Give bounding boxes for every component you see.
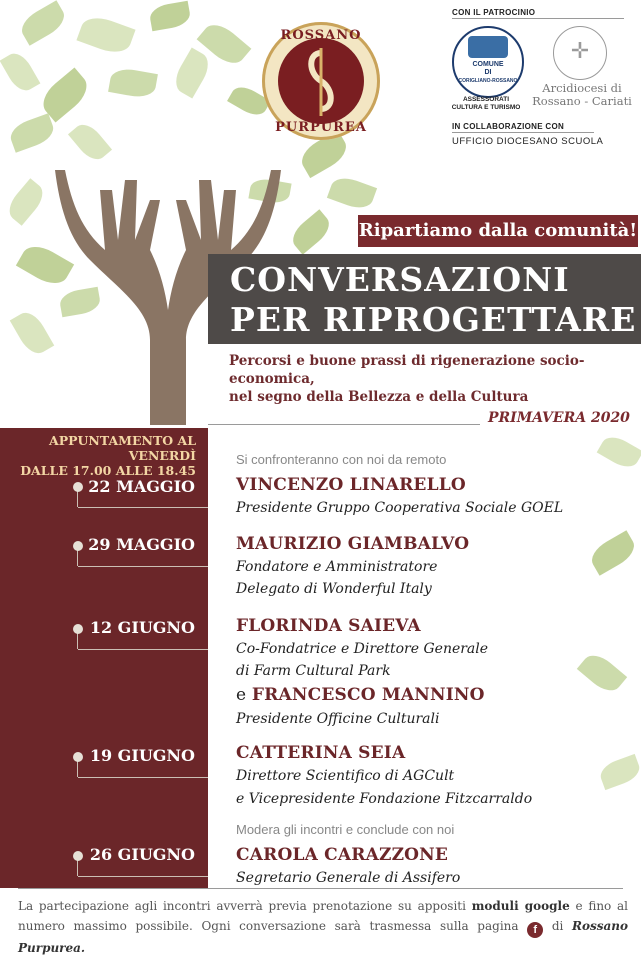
comune-caption: [446, 96, 526, 112]
footer-divider: [18, 888, 623, 889]
title-box: [208, 254, 641, 344]
appointment-line2: DALLE 17.00 ALLE 18.45: [20, 463, 196, 478]
collab-name: UFFICIO DIOCESANO SCUOLA: [452, 136, 604, 147]
facebook-icon: f: [527, 922, 543, 938]
logo-bottom-text: PURPUREA: [275, 120, 367, 135]
comune-caption1: ASSESSORATI: [462, 96, 510, 103]
footer-bold: moduli google: [471, 899, 570, 913]
event-date: 19 GIUGNO: [89, 746, 195, 765]
diocese-name: [530, 82, 634, 108]
speaker-name: CATTERINA SEIA: [236, 743, 406, 763]
event-date: 29 MAGGIO: [88, 535, 195, 554]
schedule-column: [0, 428, 208, 888]
speaker-role: Segretario Generale di Assifero: [236, 870, 461, 886]
speaker-role: Presidente Officine Culturali: [236, 711, 440, 727]
title-line1: CONVERSAZIONI: [230, 260, 570, 299]
speaker-name: VINCENZO LINARELLO: [236, 475, 466, 495]
collab-divider: [452, 132, 594, 133]
footer-text: La partecipazione agli incontri avverrà previa prenotazione su appositi: [18, 899, 472, 913]
timeline-line: [78, 566, 208, 567]
comune-seal: [452, 26, 524, 98]
footer-note: [18, 896, 628, 958]
subtitle-line1: Percorsi e buone prassi di rigenerazione socio-economica,: [229, 353, 585, 387]
footer-page-name: Rossano Purpurea.: [18, 919, 628, 955]
tagline-banner: Ripartiamo dalla comunità!: [358, 215, 638, 247]
speaker-role: Presidente Gruppo Cooperativa Sociale GOEL: [236, 500, 564, 516]
speaker-name: FLORINDA SAIEVA: [236, 616, 421, 636]
season-label: PRIMAVERA 2020: [488, 410, 630, 426]
and-connector: e: [236, 685, 252, 705]
comune-line2: DI: [484, 69, 492, 76]
intro-note: Si confronteranno con noi da remoto: [236, 452, 447, 467]
timeline-line: [78, 876, 208, 877]
speaker-role: Delegato di Wonderful Italy: [236, 581, 432, 597]
title-line2: PER RIPROGETTARE: [230, 300, 637, 339]
timeline-line: [78, 507, 208, 508]
comune-line3: CORIGLIANO-ROSSANO: [458, 78, 518, 84]
timeline-line: [78, 777, 208, 778]
second-speaker: [236, 685, 485, 705]
speaker-role: Direttore Scientifico di AGCult: [236, 768, 455, 784]
subtitle-line2: nel segno della Bellezza e della Cultura: [229, 389, 529, 405]
diocese-line2: Rossano - Cariati: [532, 94, 632, 108]
logo-top-text: ROSSANO: [280, 28, 362, 43]
patronage-divider: [452, 18, 624, 19]
event-date: 26 GIUGNO: [89, 845, 195, 864]
diocese-seal: [553, 26, 607, 80]
speaker-role: Co-Fondatrice e Direttore Generale: [236, 641, 489, 657]
speaker-name: MAURIZIO GIAMBALVO: [236, 534, 470, 554]
speaker-name: FRANCESCO MANNINO: [251, 685, 485, 705]
comune-line1: COMUNE: [472, 61, 504, 68]
comune-caption2: CULTURA E TURISMO: [451, 104, 521, 111]
appointment-line1: APPUNTAMENTO AL VENERDÌ: [49, 433, 196, 463]
footer-text: di: [543, 919, 572, 933]
rossano-purpurea-logo: [262, 22, 380, 140]
event-date: 12 GIUGNO: [89, 618, 195, 637]
appointment-info: [6, 433, 196, 478]
cross-icon: ✛: [570, 39, 590, 64]
moderator-note: Modera gli incontri e conclude con noi: [236, 822, 455, 837]
subtitle: [229, 352, 639, 406]
footer-text: e fino al numero massimo possibile. Ogni conversazione sarà trasmessa sulla pagina: [18, 899, 629, 933]
collab-label: IN COLLABORAZIONE CON: [452, 122, 565, 131]
diocese-line1: Arcidiocesi di: [542, 81, 622, 95]
speaker-role: Fondatore e Amministratore: [236, 559, 438, 575]
speaker-role: e Vicepresidente Fondazione Fitzcarraldo: [236, 791, 533, 807]
speaker-name: CAROLA CARAZZONE: [236, 845, 449, 865]
event-date: 22 MAGGIO: [88, 477, 195, 496]
patronage-label: CON IL PATROCINIO: [452, 8, 536, 17]
timeline-line: [78, 649, 208, 650]
season-divider: [208, 424, 480, 425]
speaker-role: di Farm Cultural Park: [236, 663, 391, 679]
